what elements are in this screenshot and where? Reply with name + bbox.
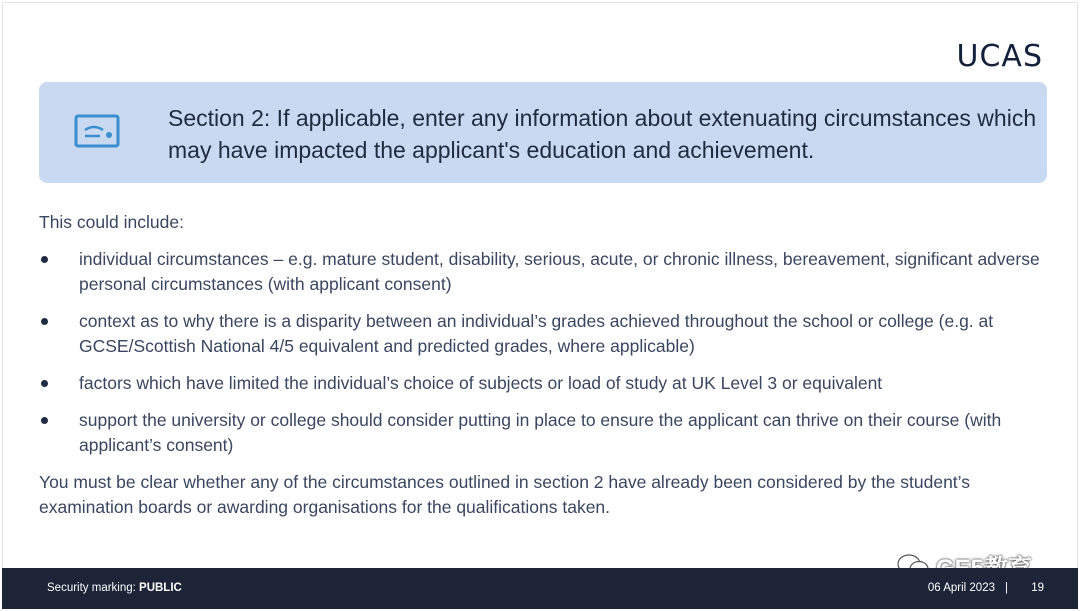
- security-marking: [47, 582, 182, 594]
- slide-content: [39, 210, 1049, 520]
- list-item: [39, 309, 1049, 359]
- bullet-icon: [41, 256, 48, 263]
- list-item: [39, 408, 1049, 458]
- intro-text: This could include:: [39, 212, 184, 232]
- closing-text: You must be clear whether any of the circumstances outlined in section 2 have already been considered by the student’s examination boards or awarding organisations for the qualifications taken.: [39, 472, 970, 517]
- security-value: PUBLIC: [139, 582, 182, 594]
- list-item: [39, 247, 1049, 297]
- ucas-logo: UCAS: [956, 39, 1043, 74]
- bullet-icon: [41, 380, 48, 387]
- footer-date: 06 April 2023: [927, 582, 995, 594]
- list-item-text: factors which have limited the individual’s choice of subjects or load of study at UK Level 3 or equivalent: [79, 373, 883, 393]
- footer-separator: |: [1005, 582, 1008, 594]
- section-banner: [39, 82, 1047, 183]
- certificate-icon: [74, 114, 120, 148]
- slide-footer: [2, 568, 1078, 609]
- security-label: Security marking:: [47, 582, 140, 594]
- slide: [2, 2, 1078, 609]
- page-number: 19: [1031, 582, 1044, 594]
- list-item: [39, 371, 1049, 396]
- list-item-text: support the university or college should consider putting in place to ensure the applicant can thrive on their course (with applicant’s consent): [79, 410, 1002, 455]
- footer-meta: [928, 582, 1018, 594]
- bullet-icon: [41, 417, 48, 424]
- list-item-text: individual circumstances – e.g. mature student, disability, serious, acute, or chronic illness, bereavement, significant adverse personal circumstances (with applicant consent): [79, 249, 1040, 294]
- list-item-text: context as to why there is a disparity between an individual’s grades achieved throughout the school or college (e.g. at GCSE/Scottish National 4/5 equivalent and predicted grades, where applicable): [79, 311, 994, 356]
- bullet-icon: [41, 318, 48, 325]
- bullet-list: [39, 247, 1049, 458]
- section-heading: Section 2: If applicable, enter any information about extenuating circumstances which may have impacted the applicant's education and achievement.: [168, 105, 1037, 163]
